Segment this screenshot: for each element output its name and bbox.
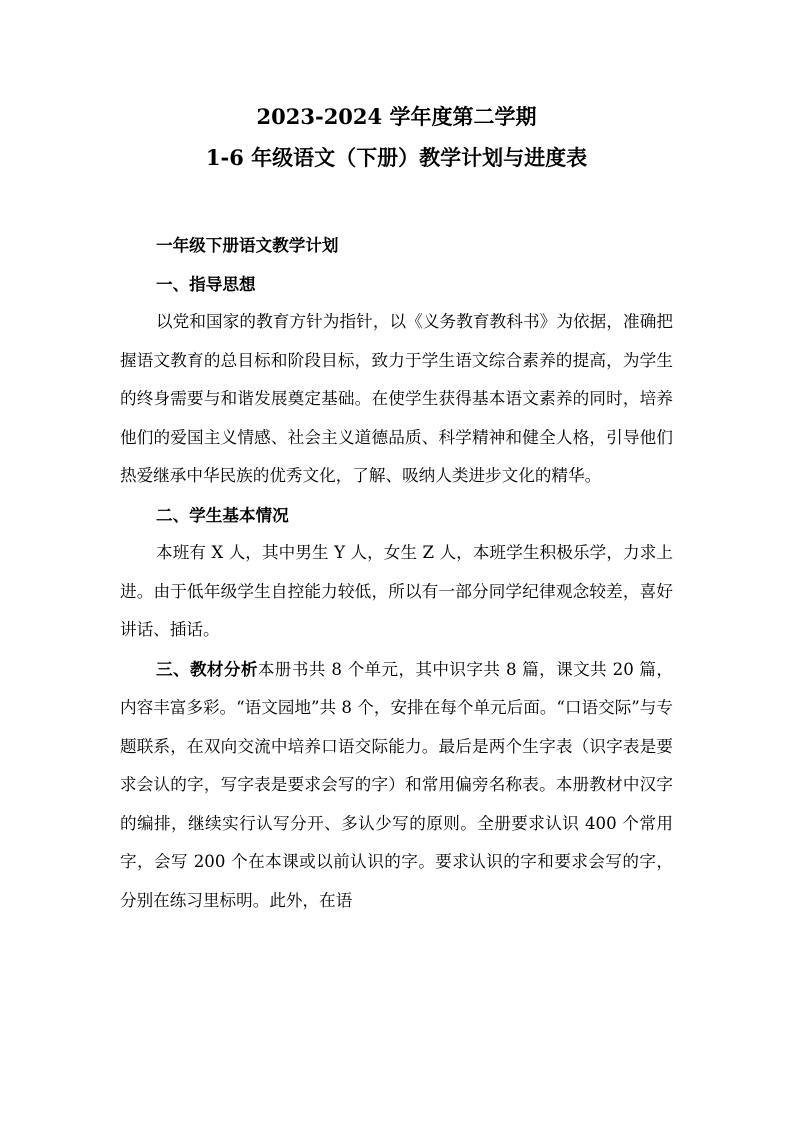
part2-paragraph: 本班有 X 人，其中男生 Y 人，女生 Z 人，本班学生积极乐学，力求上进。由于低年级学生自控能力较低，所以有一部分同学纪律观念较差，喜好讲话、插话。 bbox=[120, 543, 673, 639]
part1-heading: 一、指导思想 bbox=[156, 273, 256, 294]
document-body bbox=[120, 226, 673, 920]
part2-heading: 二、学生基本情况 bbox=[156, 504, 289, 525]
section-heading: 一年级下册语文教学计划 bbox=[156, 235, 339, 255]
part3-text: 本册书共 8 个单元，其中识字共 8 篇，课文共 20 篇，内容丰富多彩。“语文园地”共 8 个，安排在每个单元后面。“口语交际”与专题联系，在双向交流中培养口语交际能力。最后是两个生字表（识字表是要求会认的字，写字表是要求会写的字）和常用偏旁名称表。本册教材中汉字的编排，继续实行认写分开、多认少写的原则。全册要求认识 400 个常用字，会写 200 个在本课或以前认识的字。要求认识的字和要求会写的字，分别在练习里标明。此外，在语 bbox=[120, 659, 673, 910]
part3-heading: 三、教材分析 bbox=[156, 658, 258, 679]
document-title-line-2: 1-6 年级语文（下册）教学计划与进度表 bbox=[205, 145, 588, 170]
part3-paragraph bbox=[120, 650, 673, 921]
document-title-line-1: 2023-2024 学年度第二学期 bbox=[256, 104, 537, 129]
part1-paragraph: 以党和国家的教育方针为指针，以《义务教育教科书》为依据，准确把握语文教育的总目标和阶段目标，致力于学生语文综合素养的提高，为学生的终身需要与和谐发展奠定基础。在使学生获得基本语文素养的同时，培养他们的爱国主义情感、社会主义道德品质、科学精神和健全人格，引导他们热爱继承中华民族的优秀文化，了解、吸纳人类进步文化的精华。 bbox=[120, 312, 673, 485]
